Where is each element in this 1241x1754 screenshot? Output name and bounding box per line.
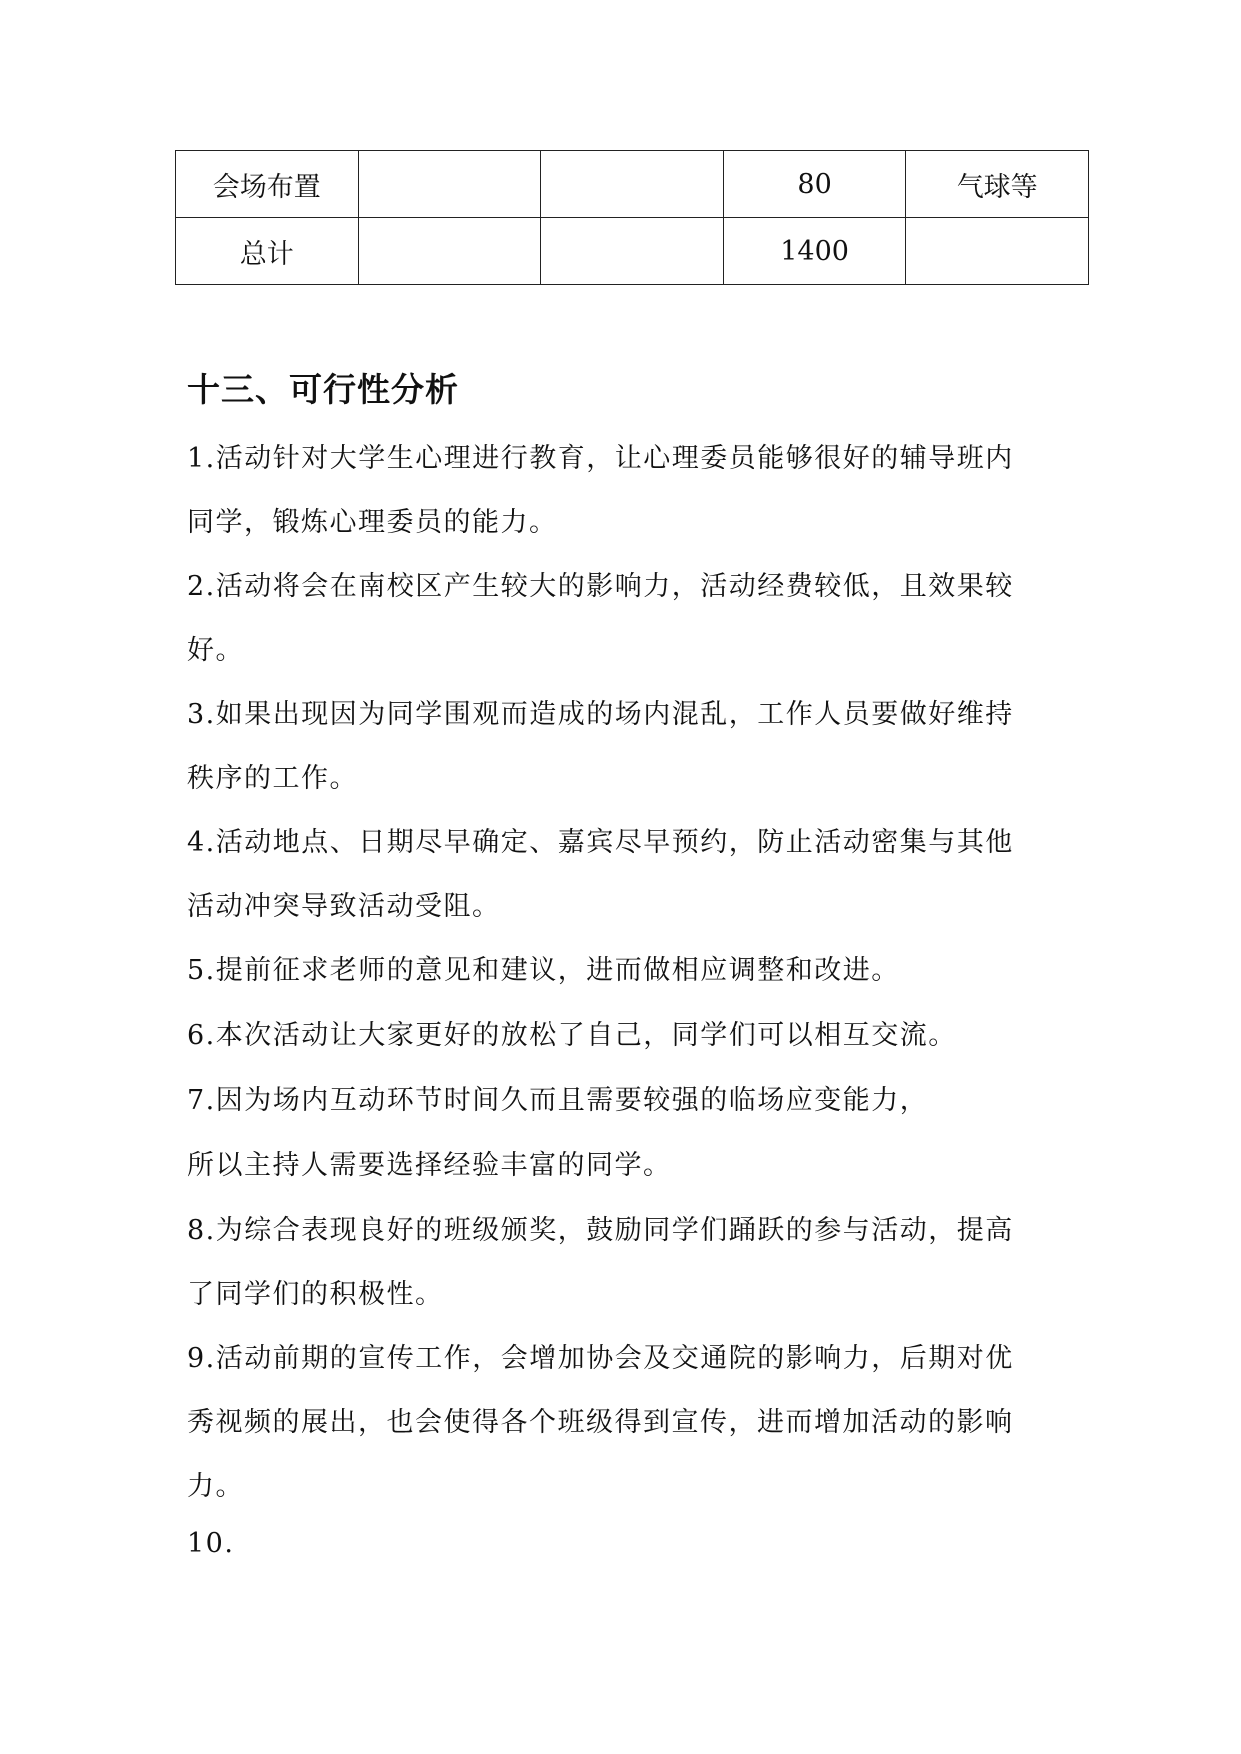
table-cell: 1400	[723, 218, 906, 285]
paragraph-line: 2.活动将会在南校区产生较大的影响力，活动经费较低，且效果较	[187, 571, 1014, 602]
table-cell: 80	[723, 151, 906, 218]
paragraph-line: 4.活动地点、日期尽早确定、嘉宾尽早预约，防止活动密集与其他	[187, 827, 1014, 858]
table-cell: 会场布置	[176, 151, 359, 218]
paragraph-line: 5.提前征求老师的意见和建议，进而做相应调整和改进。	[187, 955, 900, 986]
table-cell	[541, 218, 724, 285]
paragraph-line: 8.为综合表现良好的班级颁奖，鼓励同学们踊跃的参与活动，提高	[187, 1215, 1014, 1246]
table-cell	[358, 218, 541, 285]
paragraph-line: 活动冲突导致活动受阻。	[187, 891, 501, 922]
paragraph-line: 10.	[187, 1528, 235, 1559]
paragraph-line: 3.如果出现因为同学围观而造成的场内混乱，工作人员要做好维持	[187, 699, 1014, 730]
table-cell	[358, 151, 541, 218]
budget-table	[175, 150, 1089, 285]
table-cell: 总计	[176, 218, 359, 285]
paragraph-line: 好。	[187, 635, 244, 666]
table-row	[176, 151, 1089, 218]
paragraph-line: 所以主持人需要选择经验丰富的同学。	[187, 1150, 672, 1181]
table-cell: 气球等	[906, 151, 1089, 218]
paragraph-line: 了同学们的积极性。	[187, 1279, 444, 1310]
table-cell	[541, 151, 724, 218]
paragraph-line: 秩序的工作。	[187, 763, 358, 794]
paragraph-line: 1.活动针对大学生心理进行教育，让心理委员能够很好的辅导班内	[187, 443, 1014, 474]
paragraph-line: 同学，锻炼心理委员的能力。	[187, 507, 558, 538]
paragraph-line: 6.本次活动让大家更好的放松了自己，同学们可以相互交流。	[187, 1020, 957, 1051]
section-heading: 十三、可行性分析	[187, 370, 459, 409]
paragraph-line: 7.因为场内互动环节时间久而且需要较强的临场应变能力，	[187, 1085, 929, 1116]
paragraph-line: 9.活动前期的宣传工作，会增加协会及交通院的影响力，后期对优	[187, 1343, 1014, 1374]
table-row	[176, 218, 1089, 285]
paragraph-line: 力。	[187, 1471, 244, 1502]
paragraph-line: 秀视频的展出，也会使得各个班级得到宣传，进而增加活动的影响	[187, 1407, 1014, 1438]
table-cell	[906, 218, 1089, 285]
